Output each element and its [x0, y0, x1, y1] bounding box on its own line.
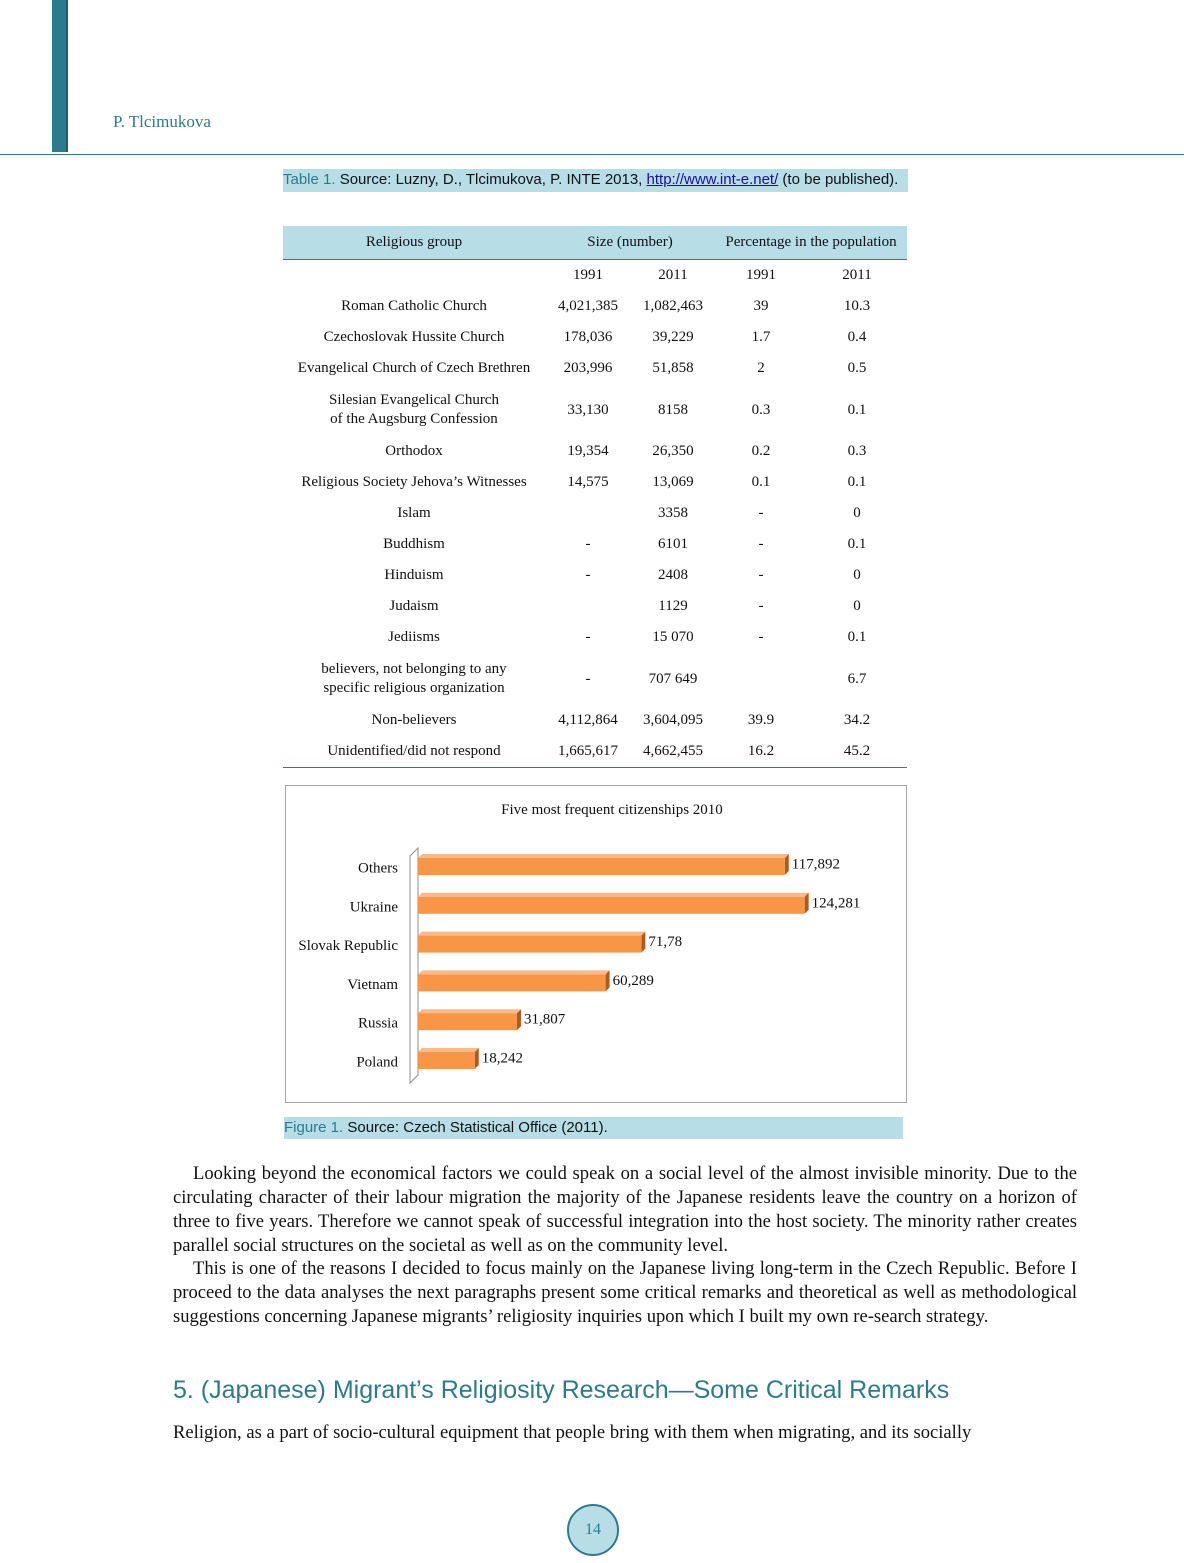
table-row: [283, 705, 907, 736]
cell-religious-group: Czechoslovak Hussite Church: [323, 329, 505, 345]
cell-size-2011: 2408: [658, 567, 688, 583]
table-caption: [283, 169, 908, 192]
chart-data-label: 31,807: [523, 1011, 566, 1028]
cell-size-1991: 14,575: [567, 474, 609, 490]
cell-size-1991: 33,130: [567, 401, 609, 418]
cell-religious-group: Hinduism: [384, 567, 444, 583]
chart-data-label: 60,289: [612, 972, 654, 989]
cell-size-2011: 39,229: [652, 329, 694, 345]
cell-pct-2011: 45.2: [807, 736, 907, 768]
cell-pct-1991: 0.3: [751, 401, 771, 418]
cell-pct-1991: -: [758, 505, 764, 521]
chart-category-label: Vietnam: [347, 976, 398, 993]
chart-category-label: Slovak Republic: [298, 938, 398, 955]
cell-group-line: of the Augsburg Confession: [330, 411, 498, 427]
chart-bar-top: [418, 1009, 521, 1013]
body-paragraph-1: Looking beyond the economical factors we could speak on a social level of the almost invisible minority. Due to the circulating character of their labour migration the majority of the Japanese residents leave the country on a horizon of three to five years. Therefore we cannot speak of successful integration into the host society. The minority rather creates parallel social structures on the societal as well as on the community level.: [173, 1163, 1077, 1256]
cell-pct-1991: 39.9: [747, 712, 775, 728]
cell-size-1991: -: [585, 536, 591, 552]
table-row: [283, 653, 907, 705]
section-heading: 5. (Japanese) Migrant’s Religiosity Research—Some Critical Remarks: [173, 1376, 950, 1404]
figure-caption-text: Source: Czech Statistical Office (2011).: [343, 1119, 608, 1136]
cell-pct-2011: 0: [853, 567, 861, 583]
cell-pct-2011: 6.7: [847, 670, 867, 687]
cell-religious-group: Non-believers: [371, 712, 457, 728]
cell-size-2011: 1,082,463: [643, 298, 703, 314]
table-row: [283, 467, 907, 498]
cell-religious-group: Unidentified/did not respond: [283, 736, 545, 768]
chart-bar: [418, 897, 805, 914]
cell-size-2011: 6101: [658, 536, 688, 552]
cell-pct-1991: 1.7: [751, 329, 771, 345]
cell-size-2011: 13,069: [652, 474, 694, 490]
table-caption-text-after: (to be published).: [778, 171, 899, 188]
chart-data-label: 71,78: [648, 934, 683, 951]
cell-size-1991: 19,354: [567, 443, 609, 459]
chart-data-label: 124,281: [811, 895, 861, 912]
page-number: 14: [567, 1504, 619, 1556]
cell-religious-group: Evangelical Church of Czech Brethren: [297, 360, 531, 376]
chart-bar: [418, 974, 606, 991]
chart-bar: [418, 858, 785, 875]
table-source-link[interactable]: http://www.int-e.net/: [646, 171, 779, 188]
chart-data-label: 18,242: [481, 1050, 524, 1067]
cell-size-2011: 26,350: [652, 443, 694, 459]
cell-size-2011: 3358: [658, 505, 688, 521]
table-caption-text: Source: Luzny, D., Tlcimukova, P. INTE 2013,: [335, 171, 647, 188]
chart-bar-top: [418, 893, 809, 897]
header-size: Size (number): [545, 226, 715, 260]
cell-pct-1991: [715, 653, 807, 705]
cell-size-2011: 4,662,455: [631, 736, 715, 768]
cell-size-2011: 15 070: [652, 629, 694, 645]
cell-pct-2011: 0.1: [847, 474, 867, 490]
cell-size-1991: 1,665,617: [545, 736, 631, 768]
cell-group-line: Silesian Evangelical Church: [329, 392, 499, 408]
table-row: [283, 291, 907, 322]
cell-size-2011: 707 649: [648, 670, 698, 687]
header-religious-group: Religious group: [283, 226, 545, 260]
chart-bar-top: [418, 1048, 479, 1052]
religion-table: [283, 226, 907, 768]
chart-category-label: Poland: [356, 1054, 398, 1071]
table-row: [283, 591, 907, 622]
cell-religious-group: Orthodox: [385, 443, 443, 459]
chart-bar-top: [418, 932, 645, 936]
body-paragraph-2: This is one of the reasons I decided to focus mainly on the Japanese living long-term in the Czech Republic. Before I proceed to the data analyses the next paragraphs present some critical remarks and theoretical as well as methodological suggestions concerning Japanese migrants’ religiosity inquiries upon which I built my own re-search strategy.: [173, 1258, 1077, 1327]
body-paragraph-3: Religion, as a part of socio-cultural equipment that people bring with them when migrating, and its socially: [173, 1422, 972, 1443]
chart-svg: [286, 786, 906, 1102]
cell-size-1991: -: [585, 670, 591, 687]
table-header-row: [283, 226, 907, 260]
cell-size-1991: [545, 498, 631, 529]
cell-pct-1991: -: [758, 536, 764, 552]
cell-size-1991: [545, 591, 631, 622]
cell-size-1991: -: [585, 567, 591, 583]
cell-religious-group: Religious Society Jehova’s Witnesses: [301, 474, 527, 490]
cell-size-1991: 4,021,385: [558, 298, 618, 314]
table-row: [283, 384, 907, 436]
cell-pct-2011: 0.3: [847, 443, 867, 459]
cell-size-2011: 1129: [658, 598, 688, 614]
subheader-pct-1991: 1991: [746, 267, 776, 283]
chart-axis-wall: [410, 848, 418, 1083]
figure-caption: [284, 1117, 903, 1139]
table-row: [283, 353, 907, 384]
cell-size-1991: 178,036: [563, 329, 613, 345]
cell-group-line: specific religious organization: [323, 680, 505, 696]
cell-religious-group: Roman Catholic Church: [341, 298, 487, 314]
chart-title: Five most frequent citizenships 2010: [501, 802, 723, 818]
chart-data-label: 117,892: [791, 856, 840, 873]
cell-group-line: believers, not belonging to any: [321, 661, 507, 677]
cell-pct-2011: 0.1: [847, 629, 867, 645]
chart-bar: [418, 1013, 517, 1030]
figure-caption-label: Figure 1.: [284, 1119, 344, 1136]
cell-pct-1991: -: [758, 567, 764, 583]
cell-pct-1991: 0.1: [751, 474, 771, 490]
header-rule: [0, 154, 1184, 155]
cell-religious-group: Buddhism: [383, 536, 445, 552]
table-row: [283, 322, 907, 353]
cell-religious-group: Judaism: [389, 598, 439, 614]
cell-size-2011: 3,604,095: [643, 712, 703, 728]
cell-pct-1991: 39: [753, 298, 769, 314]
chart-bar-top: [418, 854, 789, 858]
cell-size-2011: 8158: [658, 401, 688, 418]
table-row: [283, 529, 907, 560]
chart-category-label: Others: [358, 860, 398, 877]
table-row: [283, 436, 907, 467]
cell-size-1991: -: [585, 629, 591, 645]
table-row: [283, 736, 907, 768]
table-caption-label: Table 1.: [283, 171, 336, 188]
cell-religious-group: Jediisms: [388, 629, 440, 645]
chart-bar-top: [418, 970, 610, 974]
subheader-size-2011: 2011: [658, 267, 688, 283]
cell-pct-2011: 34.2: [843, 712, 871, 728]
cell-pct-2011: 0: [853, 505, 861, 521]
cell-pct-2011: 0.1: [847, 536, 867, 552]
table-row: [283, 498, 907, 529]
subheader-pct-2011: 2011: [842, 267, 872, 283]
running-head: P. Tlcimukova: [113, 112, 211, 131]
subheader-size-1991: 1991: [573, 267, 603, 283]
table-row: [283, 622, 907, 653]
cell-pct-1991: 16.2: [715, 736, 807, 768]
cell-size-1991: 4,112,864: [558, 712, 618, 728]
cell-pct-2011: 0.4: [847, 329, 867, 345]
cell-pct-1991: -: [758, 598, 764, 614]
cell-pct-1991: -: [758, 629, 764, 645]
cell-religious-group: [283, 384, 545, 436]
cell-pct-2011: 0.1: [847, 401, 867, 418]
cell-pct-2011: 10.3: [843, 298, 871, 314]
citizenship-chart: [285, 785, 907, 1103]
chart-bar: [418, 936, 641, 953]
cell-pct-1991: 2: [757, 360, 765, 376]
subheader-blank: [283, 260, 545, 292]
header-accent-bar: [52, 0, 68, 152]
cell-pct-2011: 0: [853, 598, 861, 614]
cell-religious-group: Islam: [397, 505, 431, 521]
cell-religious-group: [283, 653, 545, 705]
cell-pct-2011: 0.5: [847, 360, 867, 376]
chart-bar: [418, 1052, 475, 1069]
header-percentage: Percentage in the population: [715, 226, 907, 260]
cell-size-2011: 51,858: [652, 360, 694, 376]
cell-size-1991: 203,996: [563, 360, 613, 376]
table-subheader-row: [283, 260, 907, 292]
table-row: [283, 560, 907, 591]
chart-category-label: Russia: [357, 1015, 398, 1032]
chart-category-label: Ukraine: [349, 899, 398, 916]
cell-pct-1991: 0.2: [751, 443, 771, 459]
